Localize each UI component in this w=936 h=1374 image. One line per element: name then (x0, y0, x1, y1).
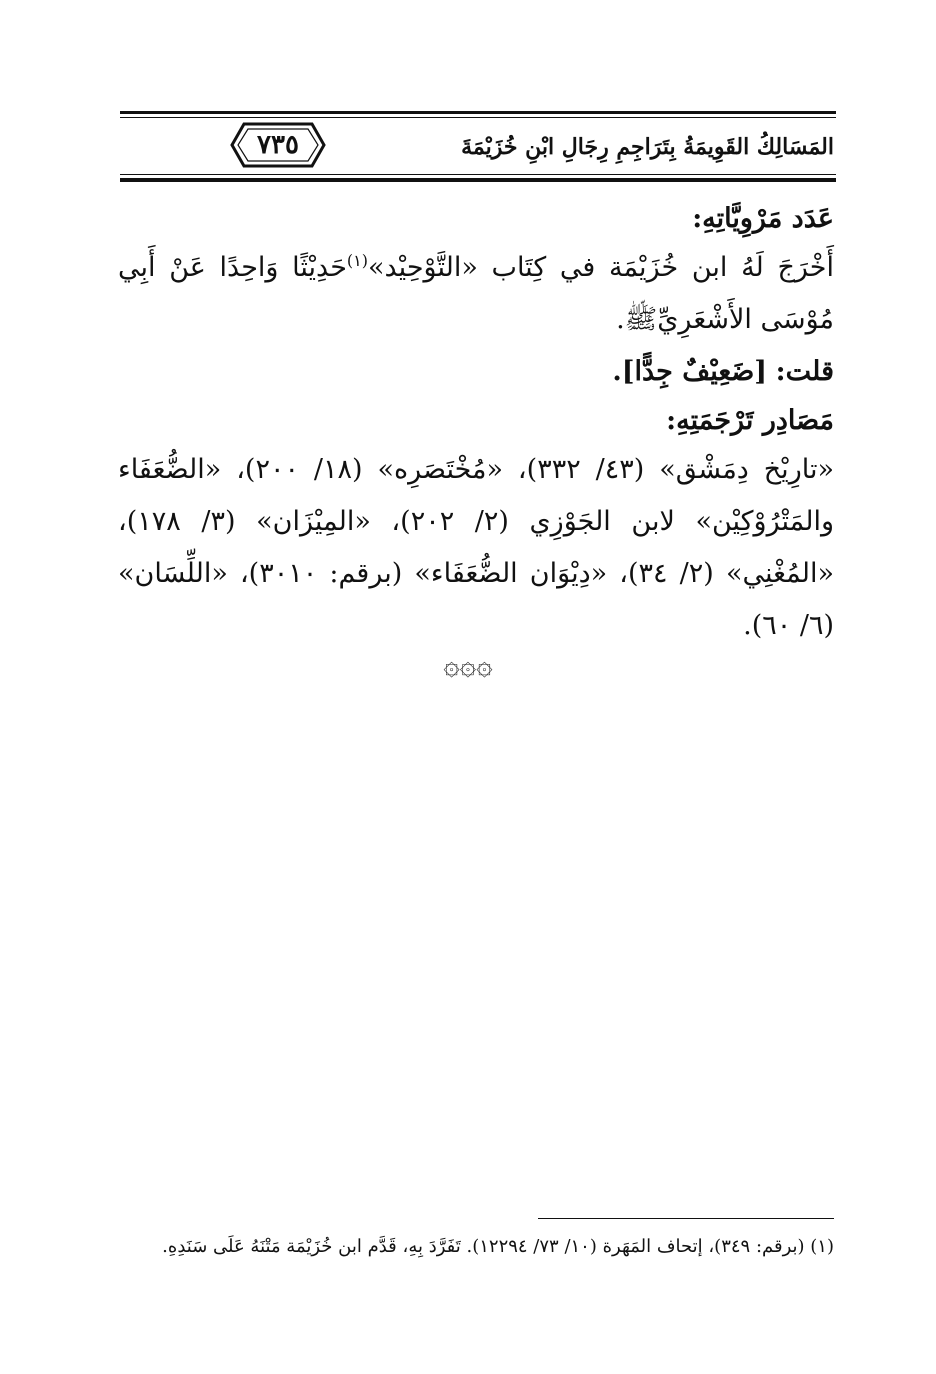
heading-sources: مَصَادِر تَرْجَمَتِهِ: (666, 405, 834, 436)
header-rule-top-thin (120, 117, 836, 118)
verdict-value: [ضَعِيْفٌ جِدًّا]. (612, 356, 768, 387)
footnote-ref: (١) (346, 251, 368, 270)
main-text (118, 196, 834, 652)
running-title: المَسَالِكُ القَوِيمَةُ بِتَرَاجِمِ رِجَالِ ابْنِ خُزَيْمَةَ (461, 134, 834, 160)
sources-paragraph: «تارِيْخ دِمَشْق» (٤٣/ ٣٣٢)، «مُخْتَصَرِه» (١٨/ ٢٠٠)، «الضُّعَفَاء والمَتْرُوْكِيْن» لابن الجَوْزِي (٢/ ٢٠٢)، «المِيْزَان» (٣/ ١٧٨)، «المُغْنِي» (٢/ ٣٤)، «دِيْوَان الضُّعَفَاء» (برقم: ٣٠١٠)، «اللِّسَان» (٦/ ٦٠). (118, 454, 834, 641)
footnote-rule (538, 1218, 834, 1219)
footnote-1: (١) (برقم: ٣٤٩)، إتحاف المَهَرة (١٠/ ٧٣/ ١٢٢٩٤). تَفَرَّدَ بِهِ، قَدَّم ابن خُزَيْمَة مَتْنَهُ عَلَى سَنَدِهِ. (162, 1236, 834, 1257)
narrations-paragraph (118, 242, 834, 346)
header-rule-bottom-thin (120, 174, 836, 175)
honorific: ﷺ. (616, 304, 658, 335)
narrations-text-cont: حَدِيْثًا وَاحِدًا عَنْ أَبِي مُوْسَى الأَشْعَرِيِّ (118, 252, 834, 335)
verdict-line (118, 346, 834, 398)
page-number-badge (230, 122, 326, 168)
heading-narrations: عَدَد مَرْوِيَّاتِهِ: (692, 203, 834, 234)
verdict-label: قلت: (775, 356, 834, 387)
header-rule-top (120, 111, 836, 114)
page-number: ٧٣٥ (257, 130, 299, 160)
header-rule-bottom (120, 178, 836, 182)
narrations-text: أَخْرَجَ لَهُ ابن خُزَيْمَة في كِتَاب «التَّوْحِيْد» (367, 252, 834, 283)
section-ornaments: ۞۞۞ (443, 648, 493, 681)
